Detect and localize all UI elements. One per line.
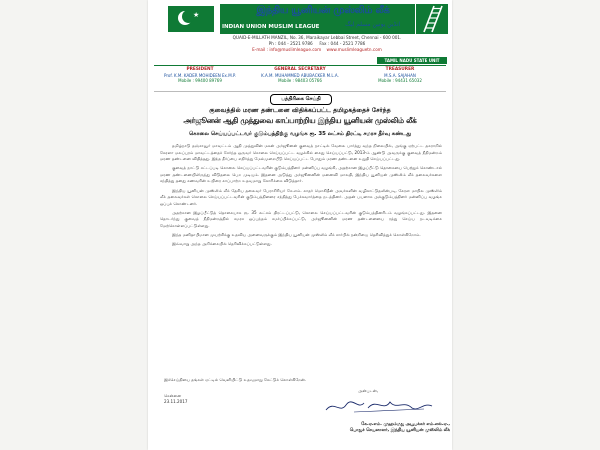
bearer-mobile: Mobile : 94431 65032 bbox=[378, 78, 422, 84]
ladder-icon bbox=[416, 4, 448, 34]
office-bearer-president bbox=[152, 67, 248, 84]
body-paragraph: குவைத் நாட்டு சட்டப்படி கொலை செய்யப்பட்டவரின் குடும்பத்தினர் மன்னிப்பு வழங்கி, அதற்கான இழப்பீட்டு தொகையை பெற்றுக் கொண்டால் மரண தண்டனையிலிருந்து விடுதலை பெற முடியும். இதனை அடுத்து அர்ஜூனனின் மனைவி மாலதி, இந்திய யூனியன் முஸ்லிம் லீக் தலைவர்களை சந்தித்து தனது கணவரின் உயிரை காப்பாற்ற உதவுமாறு கோரிக்கை விடுத்தார். bbox=[160, 165, 442, 184]
signature bbox=[324, 396, 434, 416]
state-unit-badge: TAMIL NADU STATE UNIT bbox=[377, 57, 447, 64]
role-label: PRESIDENT bbox=[186, 67, 214, 72]
letterhead-page bbox=[148, 0, 452, 450]
press-release-label: பத்திரிகை செய்தி bbox=[270, 94, 332, 105]
bearer-mobile: Mobile : 99400 89769 bbox=[178, 78, 222, 84]
office-bearer-general-secretary bbox=[252, 67, 348, 84]
bearer-name: Prof. K.M. KADER MOHIDEEN Ex.M.P. bbox=[164, 72, 236, 78]
party-name-urdu: انڈین یونین مسلم لیگ bbox=[345, 21, 400, 28]
role-label: TREASURER bbox=[385, 67, 415, 72]
party-name-tamil: இந்திய யூனியன் முஸ்லிம் லீக் bbox=[256, 5, 390, 16]
bearer-name: K.A.M. MUHAMMED ABUBACKER M.L.A. bbox=[261, 72, 339, 78]
bearers-divider bbox=[154, 91, 446, 92]
party-name-english: INDIAN UNION MUSLIM LEAGUE bbox=[222, 24, 320, 30]
place-date bbox=[164, 393, 187, 405]
body-paragraph: இந்த மனிதாபிமான முயற்சிக்கு உதவிய அனைவருக்கும் இந்திய யூனியன் முஸ்லிம் லீக் சார்பில் நன்றியை தெரிவித்துக் கொள்கிறோம். bbox=[172, 232, 421, 238]
date: 23.11.2017 bbox=[164, 399, 188, 404]
headline-line-1: குவைத்தில் மரண தண்டனை விதிக்கப்பட்ட தமிழகத்தைச் சேர்ந்த bbox=[209, 107, 391, 114]
role-label: GENERAL SECRETARY bbox=[274, 67, 326, 72]
body-paragraph: அதற்கான இழப்பீட்டுத் தொகையாக ரூ. 35 லட்சம் திரட்டப்பட்டு, கொலை செய்யப்பட்டவரின் குடும்பத்தினரிடம் வழங்கப்பட்டது. இதனை தொடர்ந்து குவைத் நீதிமன்றத்தில் சமரச ஒப்பந்தம் சமர்ப்பிக்கப்பட்டு, அர்ஜூனனின் மரண தண்டனையை ரத்து செய்ய நடவடிக்கை மேற்கொள்ளப்பட்டுள்ளது. bbox=[160, 209, 442, 229]
address-block bbox=[222, 35, 412, 53]
signatory-title: பொதுச் செயலாளர், இந்திய யூனியன் முஸ்லிம் லீக் bbox=[349, 428, 450, 433]
body-paragraph: இவ்வாறு அந்த அறிக்கையில் தெரிவிக்கப்பட்டுள்ளது. bbox=[172, 241, 272, 247]
party-flag-logo: ★ bbox=[154, 6, 214, 32]
website-address: www.muslimleaguetn.com bbox=[326, 47, 382, 52]
body-paragraph: இந்திய யூனியன் முஸ்லிம் லீக் தேசிய தலைவர் பேராசிரியர் கே.எம். காதர் மொகிதீன் அவர்களின் வழிகாட்டுதலின்படி, கேரள மாநில முஸ்லிம் லீக் தலைவர்கள் கொலை செய்யப்பட்டவரின் குடும்பத்தினரை சந்தித்து பேச்சுவார்த்தை நடத்தினர். அதன் பயனாக அக்குடும்பத்தினர் மன்னிப்பு வழங்க ஒப்புக் கொண்டனர். bbox=[160, 187, 442, 206]
bearer-mobile: Mobile : 98403 05766 bbox=[278, 78, 322, 84]
signatory-name: கே.ஏ.எம். முஹம்மது அபூபக்கர் எம்.எல்.ஏ., bbox=[361, 422, 450, 427]
email-address: E-mail : info@muslimleague.com bbox=[252, 47, 322, 52]
header-divider bbox=[154, 65, 446, 66]
closing-request: இச்செய்தியை தங்கள் ஏட்டில் வெளியிட்டு உதவுமாறு கேட்டுக் கொள்கிறேன். bbox=[164, 377, 307, 382]
signatory bbox=[310, 422, 450, 434]
address-line: QUAID-E-MILLATH MANZIL, No. 36, Maraikayar Lebbai Street, Chennai - 600 001. bbox=[232, 35, 402, 40]
headline-main: அர்ஜூனன் ஆதி முத்துவை காப்பாற்றிய இந்திய யூனியன் முஸ்லிம் லீக் bbox=[183, 116, 417, 125]
bearer-name: M.S.A. SAJAHAN bbox=[384, 72, 416, 78]
fax-number: Fax : 044 - 2521 7786 bbox=[319, 41, 366, 46]
regards: அன்புடன், bbox=[358, 388, 379, 393]
place: சென்னை bbox=[164, 393, 182, 398]
press-release-body bbox=[160, 143, 442, 250]
body-paragraph: தமிழ்நாடு தஞ்சாவூர் மாவட்டம் ஆதி முத்துவின் மகன் அர்ஜூனன் குவைத் நாட்டில் வேலை பார்த்து வந்த நிலையில், அங்கு ஏற்பட்ட தகராறில் கேரளா மலப்புரம் மாவட்டத்தைச் சேர்ந்த ஒருவர் கொலை செய்யப்பட்ட வழக்கில் கைது செய்யப்பட்டு, 2013-ம் ஆண்டு அவருக்கு குவைத் நீதிமன்றம் மரண தண்டனை விதித்தது. இந்த தீர்ப்பை எதிர்த்து மேல்முறையீடு செய்யப்பட்ட போதும் மரண தண்டனை உறுதி செய்யப்பட்டது. bbox=[160, 143, 442, 162]
headline-sub: கொலை செய்யப்பட்டவர் குடும்பத்திற்கு வழங்க ரூ. 35 லட்சம் திரட்டி சமரச தீர்வு கண்டது bbox=[188, 131, 412, 137]
office-bearer-treasurer bbox=[352, 67, 448, 84]
phone-number: Ph : 044 - 2521 9786 bbox=[268, 41, 313, 46]
